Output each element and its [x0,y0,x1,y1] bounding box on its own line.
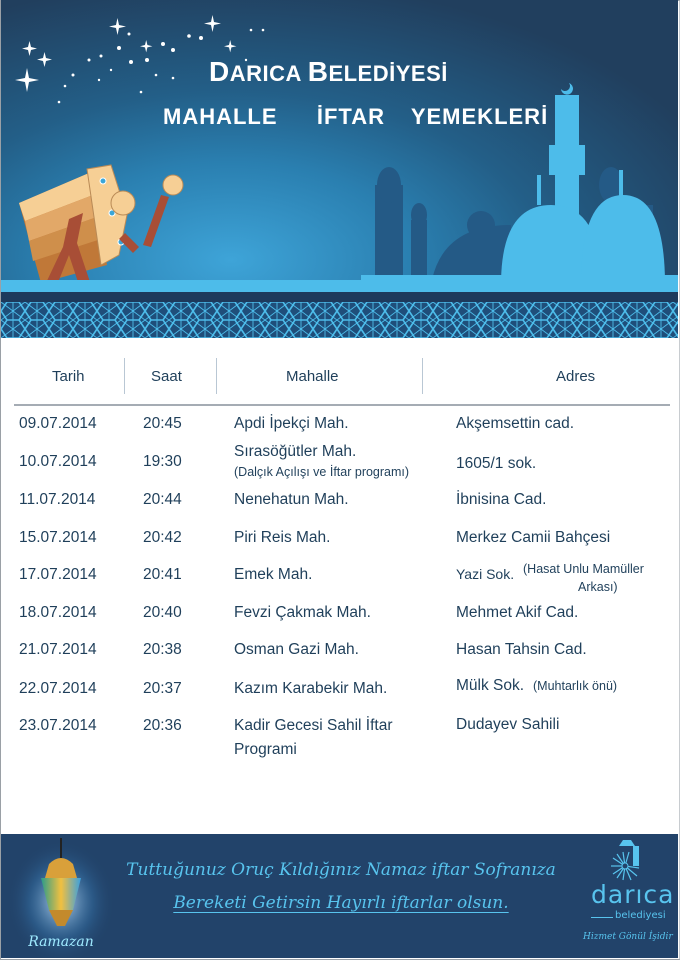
cell-neighborhood: Kazım Karabekir Mah. [234,680,388,697]
cell-time: 20:40 [143,604,182,621]
title-word-darica: ARICA [229,61,308,86]
cell-time: 20:38 [143,641,182,658]
cell-time: 20:44 [143,491,182,508]
drum-icon [11,155,201,280]
cell-date: 23.07.2014 [19,717,97,734]
column-header-time: Saat [151,368,182,385]
cell-neighborhood: Kadir Gecesi Sahil İftar [234,717,393,734]
logo-subtitle: belediyesi [615,910,666,921]
cell-address: İbnisina Cad. [456,491,547,508]
header-banner [1,0,678,280]
cell-address-note: Arkası) [578,580,618,594]
decorative-band-light [1,280,678,292]
logo-wordmark: darıca [591,880,675,909]
cell-date: 21.07.2014 [19,641,97,658]
geometric-pattern [1,302,678,338]
table-header [14,356,670,406]
column-divider [216,358,217,394]
title-initial-d: D [209,56,230,87]
cell-address: Mülk Sok. [456,677,525,694]
cell-neighborhood-line2: Programi [234,741,297,758]
column-divider [422,358,423,394]
cell-neighborhood: Emek Mah. [234,566,313,583]
cell-time: 20:45 [143,415,182,432]
cell-neighborhood: Piri Reis Mah. [234,529,331,546]
column-header-date: Tarih [52,368,85,385]
title-word-belediyesi: ELEDİYESİ [328,61,448,86]
title-event: MAHALLE İFTAR YEMEKLERİ [163,104,549,129]
cell-date: 09.07.2014 [19,415,97,432]
ramadan-lantern-icon [7,834,115,958]
cell-neighborhood: Osman Gazi Mah. [234,641,359,658]
cell-time: 20:36 [143,717,182,734]
slogan [121,854,561,920]
svg-text:Ramazan: Ramazan [28,934,94,950]
stars-icon [1,0,301,110]
logo-underline [591,917,613,918]
cell-address: Akşemsettin cad. [456,415,575,432]
cell-time: 19:30 [143,453,182,470]
logo-emblem-icon [601,838,653,882]
darica-municipality-logo [581,838,673,956]
cell-neighborhood: Apdi İpekçi Mah. [234,415,349,432]
cell-address: Merkez Camii Bahçesi [456,529,611,546]
cell-time: 20:37 [143,680,182,697]
cell-time: 20:41 [143,566,182,583]
footer-banner [1,834,678,958]
cell-date: 18.07.2014 [19,604,97,621]
cell-time: 20:42 [143,529,182,546]
cell-date: 10.07.2014 [19,453,97,470]
cell-address: Hasan Tahsin Cad. [456,641,587,658]
mosque-silhouette-icon [361,75,678,280]
cell-address: Mehmet Akif Cad. [456,604,579,621]
cell-date: 11.07.2014 [19,491,96,508]
column-header-neighborhood: Mahalle [286,368,339,385]
cell-neighborhood: Fevzi Çakmak Mah. [234,604,371,621]
cell-date: 15.07.2014 [19,529,97,546]
slogan-line2: Bereketi Getirsin Hayırlı iftarlar olsun. [173,893,509,913]
decorative-band-dark [1,292,678,302]
slogan-line1: Tuttuğunuz Oruç Kıldığınız Namaz iftar Sofranıza [126,860,556,880]
cell-neighborhood-note: (Dalçık Açılışı ve İftar programı) [234,465,410,479]
cell-address: Yazi Sok. [456,566,515,582]
cell-address-note: (Muhtarlık önü) [533,679,618,693]
cell-date: 22.07.2014 [19,680,97,697]
cell-date: 17.07.2014 [19,566,97,583]
cell-address-note: (Hasat Unlu Mamüller [523,562,644,576]
cell-neighborhood: Sırasöğütler Mah. [234,443,357,460]
logo-tagline: Hizmet Gönül İşidir [583,932,673,942]
cell-address: 1605/1 sok. [456,455,537,472]
column-divider [124,358,125,394]
cell-neighborhood: Nenehatun Mah. [234,491,349,508]
column-header-address: Adres [556,368,596,385]
title-initial-b: B [307,56,329,87]
cell-address: Dudayev Sahili [456,716,560,733]
